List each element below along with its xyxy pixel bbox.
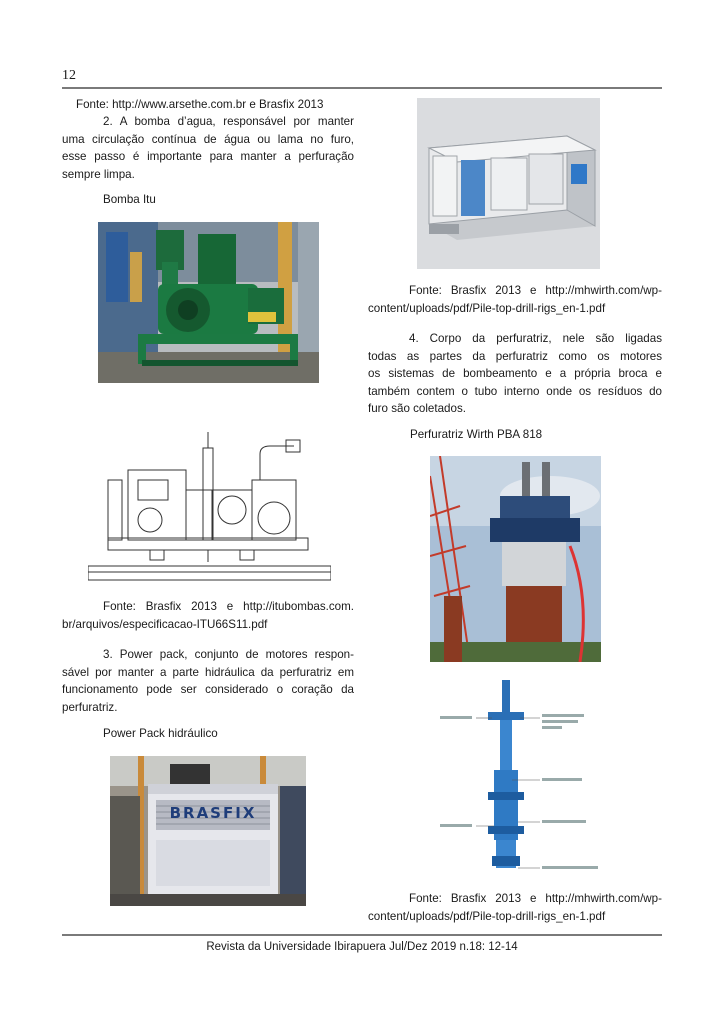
- pump-drawing: [88, 430, 331, 582]
- right-source-2: [368, 890, 662, 925]
- rig-label: Perfuratriz Wirth PBA 818: [410, 428, 543, 441]
- drill-column-diagram: [436, 676, 648, 876]
- text-line: perfuratriz.: [62, 700, 118, 714]
- footer-rule: [62, 934, 662, 936]
- container-unit-image: [417, 98, 600, 269]
- text-line: 2. A bomba d’agua, responsável por manter: [103, 115, 354, 128]
- text-line: também contem o tubo interno onde os resíduos do: [368, 384, 662, 398]
- text-line: furo são coletados.: [368, 402, 466, 415]
- text-line: esse passo é importante para manter a perfuração: [62, 150, 354, 163]
- left-para-2: [62, 113, 354, 183]
- text-line: 4. Corpo da perfuratriz, nele são ligadas: [409, 332, 662, 345]
- left-source-2: [62, 598, 354, 633]
- pump-photo: [98, 222, 319, 383]
- powerpack-label: Power Pack hidráulico: [103, 727, 218, 740]
- text-line: uma circulação contínua de água ou lama no furo,: [62, 132, 354, 146]
- right-para-4: [368, 330, 662, 418]
- text-line: Fonte: Brasfix 2013 e http://itubombas.com.: [103, 600, 354, 613]
- text-line: sável por manter a parte hidráulica da perfuratriz em: [62, 665, 354, 679]
- drill-rig-photo: [430, 456, 601, 662]
- page-number: 12: [62, 68, 76, 83]
- text-line: sempre limpa.: [62, 167, 135, 181]
- powerpack-photo: [110, 756, 306, 906]
- text-line: todas as partes da perfuratriz como os motores: [368, 349, 662, 363]
- text-line: Fonte: Brasfix 2013 e http://mhwirth.com/wp-: [409, 892, 662, 905]
- left-source-1: Fonte: http://www.arsethe.com.br e Brasfix 2013: [76, 98, 324, 111]
- text-line: os sistemas de bombeamento e a própria broca e: [368, 367, 662, 380]
- text-line: 3. Power pack, conjunto de motores respon-: [103, 648, 354, 661]
- brasfix-logo: BRASFIX: [169, 804, 257, 822]
- pump-label: Bomba Itu: [103, 193, 156, 206]
- text-line: content/uploads/pdf/Pile-top-drill-rigs_en-1.pdf: [368, 301, 606, 315]
- text-line: Fonte: Brasfix 2013 e http://mhwirth.com/wp-: [409, 284, 662, 297]
- text-line: br/arquivos/especificacao-ITU66S11.pdf: [62, 617, 268, 631]
- footer-citation: Revista da Universidade Ibirapuera Jul/Dez 2019 n.18: 12-14: [206, 941, 518, 953]
- text-line: content/uploads/pdf/Pile-top-drill-rigs_en-1.pdf: [368, 909, 606, 923]
- text-line: funcionamento pode ser considerado o coração da: [62, 683, 354, 696]
- header-rule: [62, 87, 662, 89]
- left-para-3: [62, 646, 354, 716]
- right-source-1: [368, 282, 662, 317]
